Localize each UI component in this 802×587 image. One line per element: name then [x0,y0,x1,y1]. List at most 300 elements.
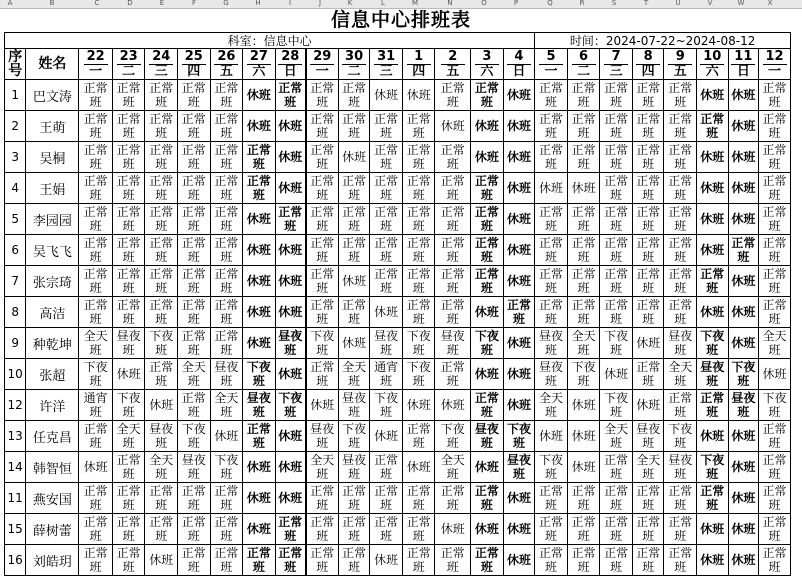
shift-cell: 正常班 [145,111,178,142]
shift-cell: 休班 [402,390,435,421]
shift-cell: 正常班 [145,204,178,235]
table-row [5,328,791,359]
shift-cell: 休班 [728,328,759,359]
column-letter: I [288,0,292,7]
shift-cell: 下夜班 [306,328,339,359]
shift-cell: 下夜班 [697,452,729,483]
shift-cell: 正常班 [600,483,633,514]
shift-cell: 休班 [306,390,339,421]
day-number: 30 [338,49,370,65]
shift-cell: 休班 [697,173,729,204]
weekday-label [243,64,276,80]
staff-name: 张超 [26,359,79,390]
shift-cell: 休班 [402,80,435,111]
shift-cell: 正常班 [759,514,791,545]
shift-cell: 正常班 [600,297,633,328]
shift-cell: 正常班 [435,359,471,390]
shift-cell: 休班 [210,421,243,452]
shift-cell: 休班 [697,514,729,545]
shift-cell: 正常班 [535,235,568,266]
shift-cell: 正常班 [243,421,276,452]
shift-cell: 昼夜班 [697,359,729,390]
shift-cell: 休班 [728,297,759,328]
weekday-label [306,64,339,80]
department-label: 科室：信息中心 [5,33,535,49]
day-number: 10 [697,49,729,65]
shift-cell: 全天班 [210,390,243,421]
shift-cell: 正常班 [112,80,145,111]
shift-cell: 全天班 [178,359,211,390]
shift-cell: 休班 [243,80,276,111]
shift-cell: 全天班 [664,359,697,390]
table-row [5,80,791,111]
shift-cell: 正常班 [402,266,435,297]
shift-cell: 正常班 [471,80,504,111]
shift-cell: 休班 [471,359,504,390]
weekday-text: 二 [572,64,596,79]
shift-cell: 正常班 [112,297,145,328]
shift-cell: 休班 [338,266,370,297]
staff-name: 许洋 [26,390,79,421]
shift-cell: 正常班 [402,297,435,328]
shift-cell: 休班 [435,111,471,142]
shift-cell: 昼夜班 [370,328,403,359]
weekday-label [471,64,504,80]
shift-cell: 正常班 [697,111,729,142]
weekday-label [600,64,633,80]
shift-cell: 正常班 [664,390,697,421]
shift-cell: 正常班 [306,483,339,514]
shift-cell: 休班 [243,514,276,545]
shift-cell: 正常班 [402,173,435,204]
weekday-label [210,64,243,80]
shift-cell: 正常班 [275,204,306,235]
shift-cell: 下夜班 [435,421,471,452]
shift-cell: 正常班 [370,514,403,545]
shift-cell: 昼夜班 [535,359,568,390]
column-letter: V [707,0,713,7]
shift-cell: 正常班 [243,545,276,576]
shift-cell: 正常班 [79,483,113,514]
shift-cell: 通宵班 [370,359,403,390]
shift-cell: 正常班 [567,235,600,266]
shift-cell: 下夜班 [210,452,243,483]
shift-cell: 休班 [275,483,306,514]
shift-cell: 正常班 [471,390,504,421]
shift-cell: 正常班 [178,173,211,204]
shift-cell: 休班 [600,359,633,390]
shift-cell: 全天班 [306,452,339,483]
row-number: 3 [5,142,26,173]
shift-cell: 休班 [503,359,535,390]
shift-cell: 昼夜班 [306,421,339,452]
shift-cell: 全天班 [567,328,600,359]
shift-cell: 正常班 [632,111,664,142]
table-row [5,483,791,514]
staff-name: 张宗琦 [26,266,79,297]
shift-cell: 正常班 [664,297,697,328]
shift-cell: 正常班 [178,204,211,235]
column-letter: C [94,0,100,7]
shift-cell: 正常班 [112,545,145,576]
shift-cell: 休班 [728,483,759,514]
shift-cell: 休班 [435,514,471,545]
row-number: 6 [5,235,26,266]
shift-cell: 休班 [275,297,306,328]
shift-cell: 昼夜班 [435,328,471,359]
shift-cell: 正常班 [210,328,243,359]
shift-cell: 下夜班 [664,421,697,452]
shift-cell: 休班 [503,266,535,297]
shift-cell: 正常班 [471,204,504,235]
shift-cell: 正常班 [535,111,568,142]
weekday-label [112,64,145,80]
shift-cell: 昼夜班 [210,359,243,390]
shift-cell: 休班 [243,483,276,514]
shift-cell: 正常班 [535,142,568,173]
shift-cell: 休班 [471,142,504,173]
shift-cell: 正常班 [632,173,664,204]
shift-cell: 正常班 [402,421,435,452]
day-number: 26 [210,49,243,65]
shift-cell: 正常班 [632,142,664,173]
page-title: 信息中心排班表 [330,9,471,31]
shift-cell: 正常班 [243,142,276,173]
shift-cell: 正常班 [471,235,504,266]
shift-cell: 正常班 [567,514,600,545]
table-row [5,359,791,390]
weekday-label [275,64,306,80]
shift-cell: 休班 [275,235,306,266]
day-number: 7 [600,49,633,65]
shift-cell: 正常班 [306,545,339,576]
shift-cell: 正常班 [535,297,568,328]
shift-cell: 下夜班 [79,359,113,390]
shift-cell: 下夜班 [338,421,370,452]
shift-cell: 正常班 [112,483,145,514]
shift-cell: 正常班 [178,111,211,142]
shift-cell: 休班 [728,266,759,297]
shift-cell: 休班 [275,173,306,204]
staff-name: 王萌 [26,111,79,142]
schedule-table [4,32,791,576]
day-number: 6 [567,49,600,65]
shift-cell: 正常班 [210,483,243,514]
shift-cell: 休班 [370,545,403,576]
weekday-label [567,64,600,80]
shift-cell: 正常班 [79,421,113,452]
shift-cell: 休班 [275,266,306,297]
day-number: 12 [759,49,791,65]
shift-cell: 昼夜班 [664,452,697,483]
shift-cell: 正常班 [79,111,113,142]
staff-name: 种乾坤 [26,328,79,359]
table-row [5,514,791,545]
day-number: 25 [178,49,211,65]
row-number: 9 [5,328,26,359]
shift-cell: 休班 [370,80,403,111]
shift-cell: 休班 [697,235,729,266]
shift-cell: 正常班 [435,173,471,204]
row-number: 12 [5,390,26,421]
day-number: 28 [275,49,306,65]
shift-cell: 正常班 [79,142,113,173]
shift-cell: 休班 [79,452,113,483]
column-letter: S [611,0,617,7]
shift-cell: 正常班 [632,204,664,235]
day-number: 4 [503,49,535,65]
shift-cell: 休班 [402,452,435,483]
shift-cell: 昼夜班 [471,421,504,452]
shift-cell: 正常班 [435,483,471,514]
weekday-label [178,64,211,80]
shift-cell: 正常班 [697,390,729,421]
shift-cell: 休班 [275,359,306,390]
weekday-label [503,64,535,80]
shift-cell: 正常班 [243,173,276,204]
weekday-text: 一 [539,64,563,79]
shift-cell: 昼夜班 [728,390,759,421]
shift-cell: 正常班 [664,545,697,576]
staff-name: 任克昌 [26,421,79,452]
day-number: 11 [728,49,759,65]
shift-cell: 全天班 [435,452,471,483]
weekday-text: 四 [182,64,206,79]
weekday-label [664,64,697,80]
shift-cell: 正常班 [759,111,791,142]
shift-cell: 正常班 [370,483,403,514]
shift-cell: 昼夜班 [112,328,145,359]
shift-cell: 正常班 [306,204,339,235]
shift-cell: 正常班 [210,545,243,576]
shift-cell: 正常班 [664,235,697,266]
shift-cell: 正常班 [306,359,339,390]
shift-cell: 休班 [503,235,535,266]
shift-cell: 正常班 [632,483,664,514]
table-row [5,235,791,266]
shift-cell: 正常班 [759,173,791,204]
shift-cell: 昼夜班 [145,421,178,452]
staff-name: 王娟 [26,173,79,204]
shift-cell: 正常班 [145,80,178,111]
shift-cell: 正常班 [210,266,243,297]
table-row [5,390,791,421]
shift-cell: 休班 [338,142,370,173]
day-number: 22 [79,49,113,65]
shift-cell: 正常班 [697,483,729,514]
shift-cell: 正常班 [306,173,339,204]
shift-cell: 正常班 [402,142,435,173]
shift-cell: 正常班 [759,545,791,576]
shift-cell: 全天班 [338,359,370,390]
shift-cell: 正常班 [435,266,471,297]
shift-cell: 休班 [728,111,759,142]
shift-cell: 昼夜班 [243,390,276,421]
shift-cell: 正常班 [338,173,370,204]
shift-cell: 正常班 [600,452,633,483]
shift-cell: 昼夜班 [535,328,568,359]
weekday-label [79,64,113,80]
shift-cell: 正常班 [402,204,435,235]
shift-cell: 正常班 [145,483,178,514]
weekday-label [435,64,471,80]
weekday-text: 三 [149,64,173,79]
row-number: 16 [5,545,26,576]
shift-cell: 正常班 [112,142,145,173]
shift-cell: 全天班 [535,390,568,421]
column-letter: B [49,0,55,7]
shift-cell: 休班 [535,173,568,204]
shift-cell: 正常班 [600,235,633,266]
shift-cell: 下夜班 [503,421,535,452]
shift-cell: 正常班 [178,142,211,173]
shift-cell: 正常班 [471,483,504,514]
shift-cell: 正常班 [600,204,633,235]
shift-cell: 休班 [728,204,759,235]
staff-name: 吴飞飞 [26,235,79,266]
shift-cell: 正常班 [600,545,633,576]
shift-cell: 休班 [697,545,729,576]
shift-cell: 正常班 [600,142,633,173]
shift-cell: 休班 [435,390,471,421]
shift-cell: 正常班 [632,359,664,390]
weekday-text: 一 [84,64,108,79]
shift-cell: 全天班 [759,328,791,359]
column-letter: U [675,0,681,7]
shift-cell: 正常班 [759,80,791,111]
shift-cell: 休班 [145,545,178,576]
shift-cell: 正常班 [178,266,211,297]
weekday-label [402,64,435,80]
shift-cell: 正常班 [210,204,243,235]
column-letter: D [127,0,133,7]
shift-cell: 休班 [697,142,729,173]
table-row [5,452,791,483]
shift-cell: 正常班 [435,545,471,576]
day-number: 29 [306,49,339,65]
shift-cell: 休班 [503,173,535,204]
shift-cell: 正常班 [402,545,435,576]
shift-cell: 休班 [471,111,504,142]
shift-cell: 正常班 [178,545,211,576]
shift-cell: 正常班 [178,235,211,266]
row-number: 8 [5,297,26,328]
shift-cell: 正常班 [338,80,370,111]
weekday-label [697,64,729,80]
shift-cell: 正常班 [178,80,211,111]
shift-cell: 正常班 [145,359,178,390]
shift-cell: 正常班 [210,297,243,328]
shift-cell: 正常班 [600,266,633,297]
shift-cell: 休班 [567,390,600,421]
shift-cell: 正常班 [632,80,664,111]
weekday-text: 五 [441,64,465,79]
weekday-text: 五 [668,64,692,79]
shift-cell: 正常班 [210,80,243,111]
shift-cell: 休班 [243,111,276,142]
staff-name: 燕安国 [26,483,79,514]
shift-cell: 正常班 [178,483,211,514]
staff-name: 薛树蕾 [26,514,79,545]
staff-name: 韩智恒 [26,452,79,483]
shift-cell: 下夜班 [600,390,633,421]
shift-cell: 正常班 [697,266,729,297]
shift-cell: 休班 [503,483,535,514]
shift-cell: 正常班 [370,142,403,173]
shift-cell: 休班 [370,421,403,452]
shift-cell: 正常班 [600,173,633,204]
shift-cell: 正常班 [664,266,697,297]
column-letter: T [643,0,649,7]
column-letter: N [447,0,453,7]
shift-cell: 休班 [503,204,535,235]
staff-name: 巴文涛 [26,80,79,111]
column-letter: H [255,0,261,7]
shift-cell: 正常班 [338,297,370,328]
shift-cell: 正常班 [435,80,471,111]
shift-cell: 通宵班 [79,390,113,421]
day-number: 8 [632,49,664,65]
column-letter: O [481,0,487,7]
shift-cell: 正常班 [370,111,403,142]
shift-cell: 全天班 [79,328,113,359]
shift-cell: 正常班 [632,297,664,328]
weekday-text: 三 [604,64,628,79]
shift-cell: 正常班 [567,297,600,328]
day-number: 2 [435,49,471,65]
shift-cell: 正常班 [664,142,697,173]
shift-cell: 正常班 [145,297,178,328]
shift-cell: 休班 [243,297,276,328]
shift-cell: 正常班 [370,452,403,483]
shift-cell: 下夜班 [535,452,568,483]
weekday-text: 五 [214,64,238,79]
shift-cell: 下夜班 [370,390,403,421]
shift-cell: 正常班 [306,142,339,173]
shift-cell: 休班 [697,421,729,452]
staff-name: 吴桐 [26,142,79,173]
shift-cell: 正常班 [112,204,145,235]
shift-cell: 休班 [145,390,178,421]
shift-cell: 正常班 [759,204,791,235]
weekday-text: 六 [247,64,271,79]
shift-cell: 正常班 [632,514,664,545]
shift-cell: 正常班 [145,142,178,173]
table-row [5,266,791,297]
shift-cell: 休班 [728,545,759,576]
shift-cell: 正常班 [503,297,535,328]
shift-cell: 休班 [697,297,729,328]
shift-cell: 正常班 [338,514,370,545]
table-row [5,545,791,576]
shift-cell: 休班 [632,328,664,359]
shift-cell: 下夜班 [600,328,633,359]
shift-cell: 昼夜班 [664,328,697,359]
shift-cell: 休班 [471,297,504,328]
row-number: 7 [5,266,26,297]
shift-cell: 休班 [275,142,306,173]
weekday-label [759,64,791,80]
shift-cell: 正常班 [567,142,600,173]
column-letter: M [411,0,419,7]
shift-cell: 休班 [567,421,600,452]
shift-cell: 正常班 [79,297,113,328]
staff-name: 刘皓玥 [26,545,79,576]
shift-cell: 正常班 [759,266,791,297]
table-row [5,142,791,173]
shift-cell: 正常班 [664,111,697,142]
shift-cell: 休班 [728,452,759,483]
